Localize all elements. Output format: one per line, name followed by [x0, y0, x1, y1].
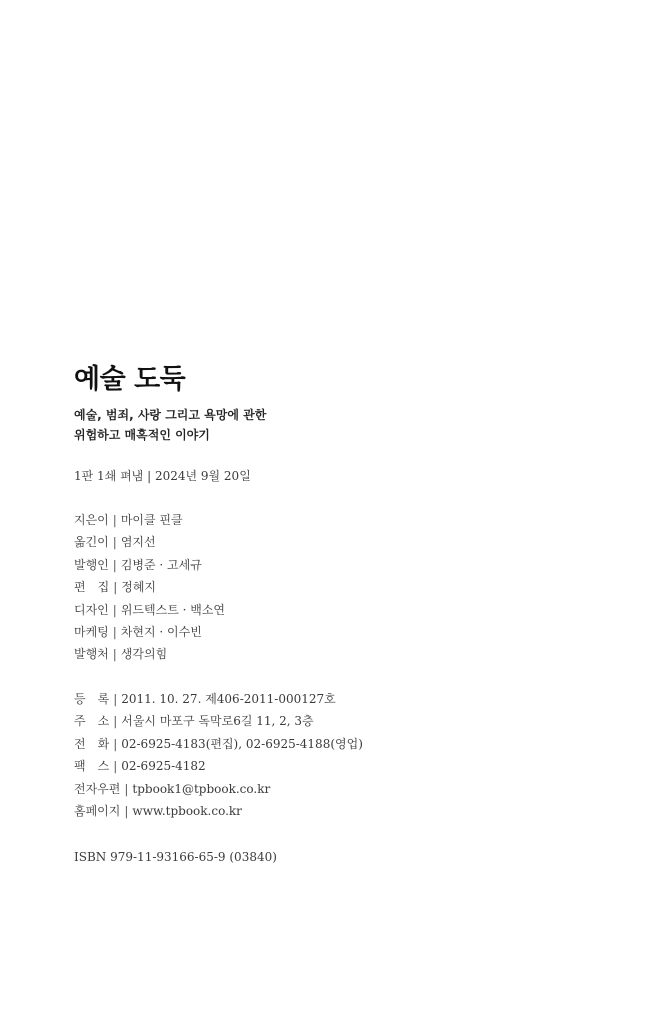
info-label: 홈페이지 — [74, 803, 121, 818]
info-row-phone — [74, 733, 363, 755]
credit-row-author — [74, 509, 225, 531]
credit-value: 김병준 · 고세규 — [120, 557, 202, 572]
separator: | — [113, 580, 118, 595]
credit-label: 편 집 — [74, 580, 110, 595]
info-value: www.tpbook.co.kr — [132, 803, 242, 818]
info-row-email — [74, 778, 363, 800]
separator: | — [112, 602, 117, 617]
subtitle-line: 위험하고 매혹적인 이야기 — [74, 428, 210, 442]
info-row-address — [74, 710, 363, 732]
separator: | — [124, 803, 129, 818]
info-row-homepage — [74, 800, 363, 822]
credit-value: 마이클 핀클 — [120, 513, 183, 527]
credit-row-editor — [74, 576, 225, 598]
credits-list — [74, 509, 225, 666]
credit-label: 디자인 — [74, 602, 109, 617]
edition-info: 1판 1쇄 펴냄 | 2024년 9월 20일 — [74, 469, 251, 483]
publisher-info-list — [74, 688, 363, 822]
credit-row-marketing — [74, 621, 225, 643]
separator: | — [113, 736, 118, 751]
separator: | — [124, 781, 129, 796]
info-label: 전 화 — [74, 736, 110, 751]
book-title: 예술 도둑 — [74, 364, 186, 395]
separator: | — [113, 714, 118, 729]
info-label: 전자우편 — [74, 781, 121, 796]
separator: | — [112, 647, 117, 662]
credit-row-translator — [74, 531, 225, 553]
credit-label: 옮긴이 — [74, 535, 109, 550]
isbn: ISBN 979-11-93166-65-9 (03840) — [74, 850, 277, 864]
info-row-registration — [74, 688, 363, 710]
info-value: 서울시 마포구 독막로6길 11, 2, 3층 — [121, 714, 314, 729]
credit-value: 정혜지 — [121, 580, 157, 595]
info-label: 팩 스 — [74, 759, 110, 774]
credit-value: 차현지 · 이수빈 — [120, 624, 202, 639]
separator: | — [113, 759, 118, 774]
info-label: 주 소 — [74, 714, 110, 729]
credit-row-imprint — [74, 643, 225, 665]
subtitle-line: 예술, 범죄, 사랑 그리고 욕망에 관한 — [74, 408, 267, 422]
credit-value: 생각의힘 — [120, 647, 168, 662]
separator: | — [112, 535, 117, 550]
credit-value: 염지선 — [120, 535, 156, 550]
credit-value: 위드텍스트 · 백소연 — [120, 602, 226, 617]
credit-label: 발행처 — [74, 647, 109, 662]
separator: | — [112, 557, 117, 572]
book-subtitle — [74, 405, 266, 445]
info-row-fax — [74, 755, 363, 777]
info-value: 02-6925-4183(편집), 02-6925-4188(영업) — [121, 736, 363, 751]
separator: | — [112, 624, 117, 639]
info-label: 등 록 — [74, 692, 110, 706]
credit-row-publisher — [74, 554, 225, 576]
separator: | — [113, 692, 118, 706]
credit-label: 지은이 — [74, 513, 109, 527]
info-value: tpbook1@tpbook.co.kr — [132, 781, 271, 796]
separator: | — [112, 513, 117, 527]
info-value: 2011. 10. 27. 제406-2011-000127호 — [121, 692, 336, 706]
credit-label: 마케팅 — [74, 624, 109, 639]
credit-row-design — [74, 599, 225, 621]
info-value: 02-6925-4182 — [121, 759, 206, 774]
credit-label: 발행인 — [74, 557, 109, 572]
